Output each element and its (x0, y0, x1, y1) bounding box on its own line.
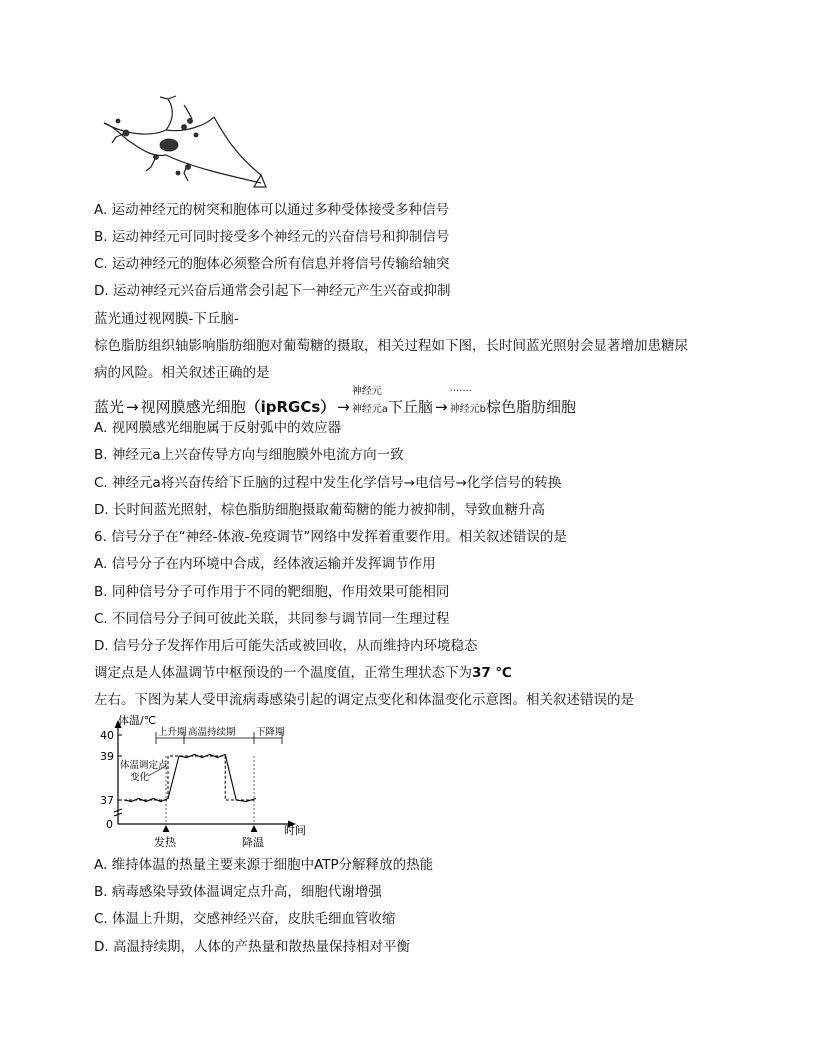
pathway-hypothalamus: 下丘脑 (388, 398, 434, 416)
q4-option-d: D. 运动神经元兴奋后通常会引起下一神经元产生兴奋或抑制 (94, 283, 451, 299)
y-axis-label: 体温/℃ (118, 714, 157, 727)
pathway-neuron-b-over: ······· (449, 386, 472, 397)
y-tick-0: 0 (106, 818, 113, 831)
q6-option-c: C. 不同信号分子间可彼此关联，共同参与调节同一生理过程 (94, 611, 450, 627)
phase-label-plateau: 高温持续期 (188, 727, 236, 738)
pathway-retina-cell: 视网膜感光细胞 (140, 398, 246, 416)
pathway-neuron-a-label: 神经元a (351, 404, 389, 415)
q5-option-d: D. 长时间蓝光照射，棕色脂肪细胞摄取葡萄糖的能力被抑制，导致血糖升高 (94, 502, 545, 518)
pathway-neuron-b (449, 386, 486, 422)
q6-stem: 6. 信号分子在“神经-体液-免疫调节”网络中发挥着重要作用。相关叙述错误的是 (94, 529, 567, 545)
y-tick-40: 40 (100, 729, 114, 742)
pathway-neuron-b-label: 神经元b (449, 404, 486, 415)
q5-option-b: B. 神经元a上兴奋传导方向与细胞膜外电流方向一致 (94, 447, 404, 463)
phase-label-fall: 下降期 (256, 727, 285, 738)
pathway-neuron-a (351, 386, 389, 422)
q5-stem-line1: 蓝光通过视网膜-下丘脑- (94, 311, 239, 327)
pathway-blue-light: 蓝光 (94, 398, 125, 416)
pathway-iprgcs: （ipRGCs） (245, 398, 336, 416)
q6-option-b: B. 同种信号分子可作用于不同的靶细胞，作用效果可能相同 (94, 584, 450, 600)
pathway-neuron-a-over: 神经元 (351, 386, 382, 397)
x-axis-label: 时间 (284, 824, 306, 837)
q7-stem-text: 调定点是人体温调节中枢预设的一个温度值，正常生理状态下为 (94, 665, 472, 681)
q7-stem-line2: 左右。下图为某人受甲流病毒感染引起的调定点变化和体温变化示意图。相关叙述错误的是 (94, 692, 634, 708)
q4-option-c: C. 运动神经元的胞体必须整合所有信息并将信号传输给轴突 (94, 256, 450, 272)
setpoint-label-line1: 体温调定点 (120, 760, 168, 771)
q4-option-b: B. 运动神经元可同时接受多个神经元的兴奋信号和抑制信号 (94, 229, 450, 245)
q7-option-d: D. 高温持续期，人体的产热量和散热量保持相对平衡 (94, 939, 410, 955)
pathway-brown-fat: 棕色脂肪细胞 (485, 398, 576, 416)
pathway-arrow: → (435, 398, 448, 416)
y-tick-37: 37 (100, 794, 114, 807)
fever-marker-label: 发热 (154, 836, 176, 849)
q5-stem-line2: 棕色脂肪组织轴影响脂肪细胞对葡萄糖的摄取，相关过程如下图，长时间蓝光照射会显著增加患糖尿 (94, 338, 688, 354)
q5-option-c: C. 神经元a将兴奋传给下丘脑的过程中发生化学信号→电信号→化学信号的转换 (94, 475, 562, 491)
pathway-arrow: → (126, 398, 139, 416)
q6-option-d: D. 信号分子发挥作用后可能失活或被回收，从而维持内环境稳态 (94, 638, 478, 654)
q7-option-a: A. 维持体温的热量主要来源于细胞中ATP分解释放的热能 (94, 857, 434, 873)
cool-marker-label: 降温 (242, 836, 264, 849)
body-temperature-chart (96, 712, 326, 852)
q7-option-c: C. 体温上升期，交感神经兴奋，皮肤毛细血管收缩 (94, 911, 396, 927)
motor-neuron-figure (96, 95, 276, 195)
q7-option-b: B. 病毒感染导致体温调定点升高，细胞代谢增强 (94, 884, 382, 900)
y-tick-39: 39 (100, 750, 114, 763)
setpoint-label-line2: 变化 (130, 772, 150, 783)
phase-label-rise: 上升期 (158, 727, 187, 738)
q5-stem-line3: 病的风险。相关叙述正确的是 (94, 365, 270, 381)
cool-marker-arrow (251, 825, 258, 832)
q7-stem-line1 (94, 663, 512, 683)
q6-option-a: A. 信号分子在内环境中合成，经体液运输并发挥调节作用 (94, 556, 436, 572)
q5-option-a: A. 视网膜感光细胞属于反射弧中的效应器 (94, 420, 342, 436)
q7-setpoint-value: 37 ℃ (472, 665, 512, 681)
fever-marker-arrow (163, 825, 170, 832)
pathway-arrow: → (337, 398, 350, 416)
q4-option-a: A. 运动神经元的树突和胞体可以通过多种受体接受多种信号 (94, 202, 450, 218)
